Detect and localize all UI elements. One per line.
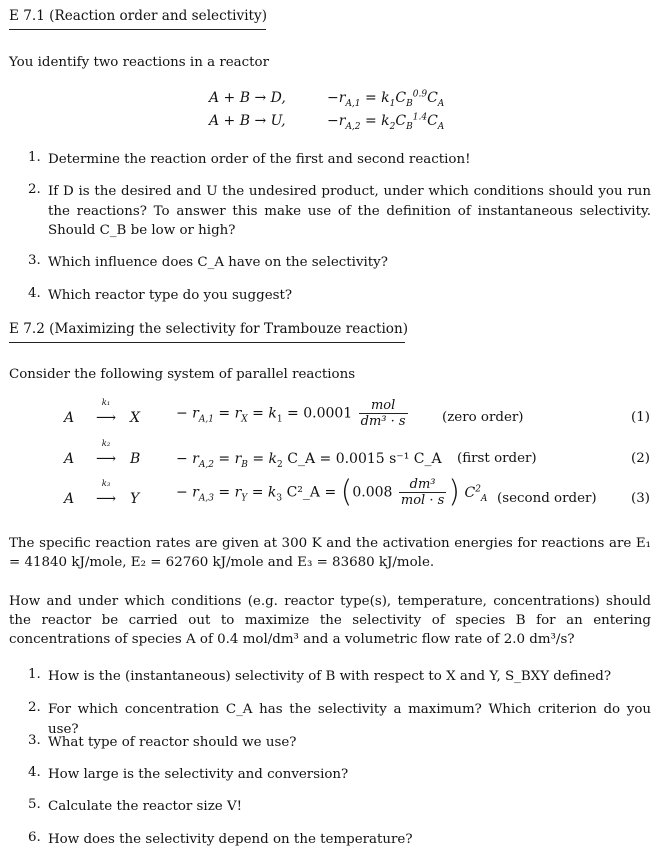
eq1-tag: (1) <box>631 410 650 425</box>
eq1-reactant: A <box>64 410 75 426</box>
e71-q3-num: 3. <box>28 253 41 268</box>
eq3-rate: − $r_{A,3} = r_Y = k_3$ C²_A = (0.008 $\frac{\text{dm³}}{\text{mol · s}}$ ) $C^2_A$ <box>176 474 488 510</box>
eq2-arrow: ⟶ k₂ <box>95 439 117 467</box>
e72-q3: What type of reactor should we use? <box>48 735 297 750</box>
e72-title-rule <box>9 342 405 343</box>
eq2-rate: − $r_{A,2} = r_B = k_2$ C_A = 0.0015 s⁻¹ C_A <box>176 451 442 470</box>
eq3-reactant: A <box>64 491 75 507</box>
e72-q1: How is the (instantaneous) selectivity of B with respect to X and Y, S_BXY defined? <box>48 669 612 684</box>
e72-q5: Calculate the reactor size V! <box>48 799 243 814</box>
e72-q6-num: 6. <box>28 830 41 845</box>
e71-title-rule <box>9 29 266 30</box>
e72-q4-num: 4. <box>28 765 41 780</box>
eq3-product: Y <box>130 491 140 507</box>
eq3-arrow: ⟶ k₃ <box>95 479 117 507</box>
e71-title: E 7.1 (Reaction order and selectivity) <box>9 8 267 24</box>
eq1-rate: − $r_{A,1} = r_X = k_1 = 0.0001$ $\frac{\text{mol}}{\text{dm³ · s}}$ <box>176 398 406 429</box>
eq2-reactant: A <box>64 451 75 467</box>
eq1-order: (zero order) <box>442 410 524 425</box>
e71-intro: You identify two reactions in a reactor <box>9 55 269 70</box>
eq1-arrow: ⟶ k₁ <box>95 398 117 426</box>
e72-q6: How does the selectivity depend on the temperature? <box>48 832 413 847</box>
eq1-product: X <box>130 410 140 426</box>
e71-q3: Which influence does C_A have on the selectivity? <box>48 255 388 270</box>
e72-q4: How large is the selectivity and conversion? <box>48 767 349 782</box>
e71-q4-num: 4. <box>28 286 41 301</box>
e72-title: E 7.2 (Maximizing the selectivity for Trambouze reaction) <box>9 321 409 337</box>
e71-q1-num: 1. <box>28 150 41 165</box>
eq2-order: (first order) <box>457 451 537 466</box>
e71-rate-1: $-r_{A,1} = k_1C_B^{0.9}C_A$ <box>327 89 445 109</box>
e72-para-question: How and under which conditions (e.g. reactor type(s), temperature, concentrations) should the reactor be carried out to maximize the selectivity of species B for an entering concentrations of species A of 0.4 mol/dm³ and a volumetric flow rate of 2.0 dm³/s? <box>9 594 651 647</box>
e71-rate-2: $-r_{A,2} = k_2C_B^{1.4}C_A$ <box>327 112 445 132</box>
e71-q1: Determine the reaction order of the first and second reaction! <box>48 152 471 167</box>
e72-q1-num: 1. <box>28 667 41 682</box>
e72-q3-num: 3. <box>28 733 41 748</box>
eq2-product: B <box>130 451 141 467</box>
e72-intro: Consider the following system of parallel reactions <box>9 367 356 382</box>
e71-reaction-1: A + B → D, <box>209 90 286 106</box>
e72-q5-num: 5. <box>28 797 41 812</box>
e71-q2: If D is the desired and U the undesired product, under which conditions should you run the reactions? To answer this make use of the definition of instantaneous selectivity. Should C_B be low or high? <box>48 184 651 238</box>
e72-para-activation: The specific reaction rates are given at 300 K and the activation energies for reactions are E₁ = 41840 kJ/mole, E₂ = 62760 kJ/mole and E₃ = 83680 kJ/mole. <box>9 536 651 570</box>
eq3-tag: (3) <box>631 491 650 506</box>
e71-q4: Which reactor type do you suggest? <box>48 288 293 303</box>
eq2-tag: (2) <box>631 451 650 466</box>
e72-q2-num: 2. <box>28 700 41 715</box>
e72-q2: For which concentration C_A has the selectivity a maximum? Which criterion do you use? <box>48 702 651 737</box>
eq3-order: (second order) <box>497 491 597 506</box>
e71-reaction-2: A + B → U, <box>209 113 286 129</box>
e71-q2-num: 2. <box>28 182 41 197</box>
